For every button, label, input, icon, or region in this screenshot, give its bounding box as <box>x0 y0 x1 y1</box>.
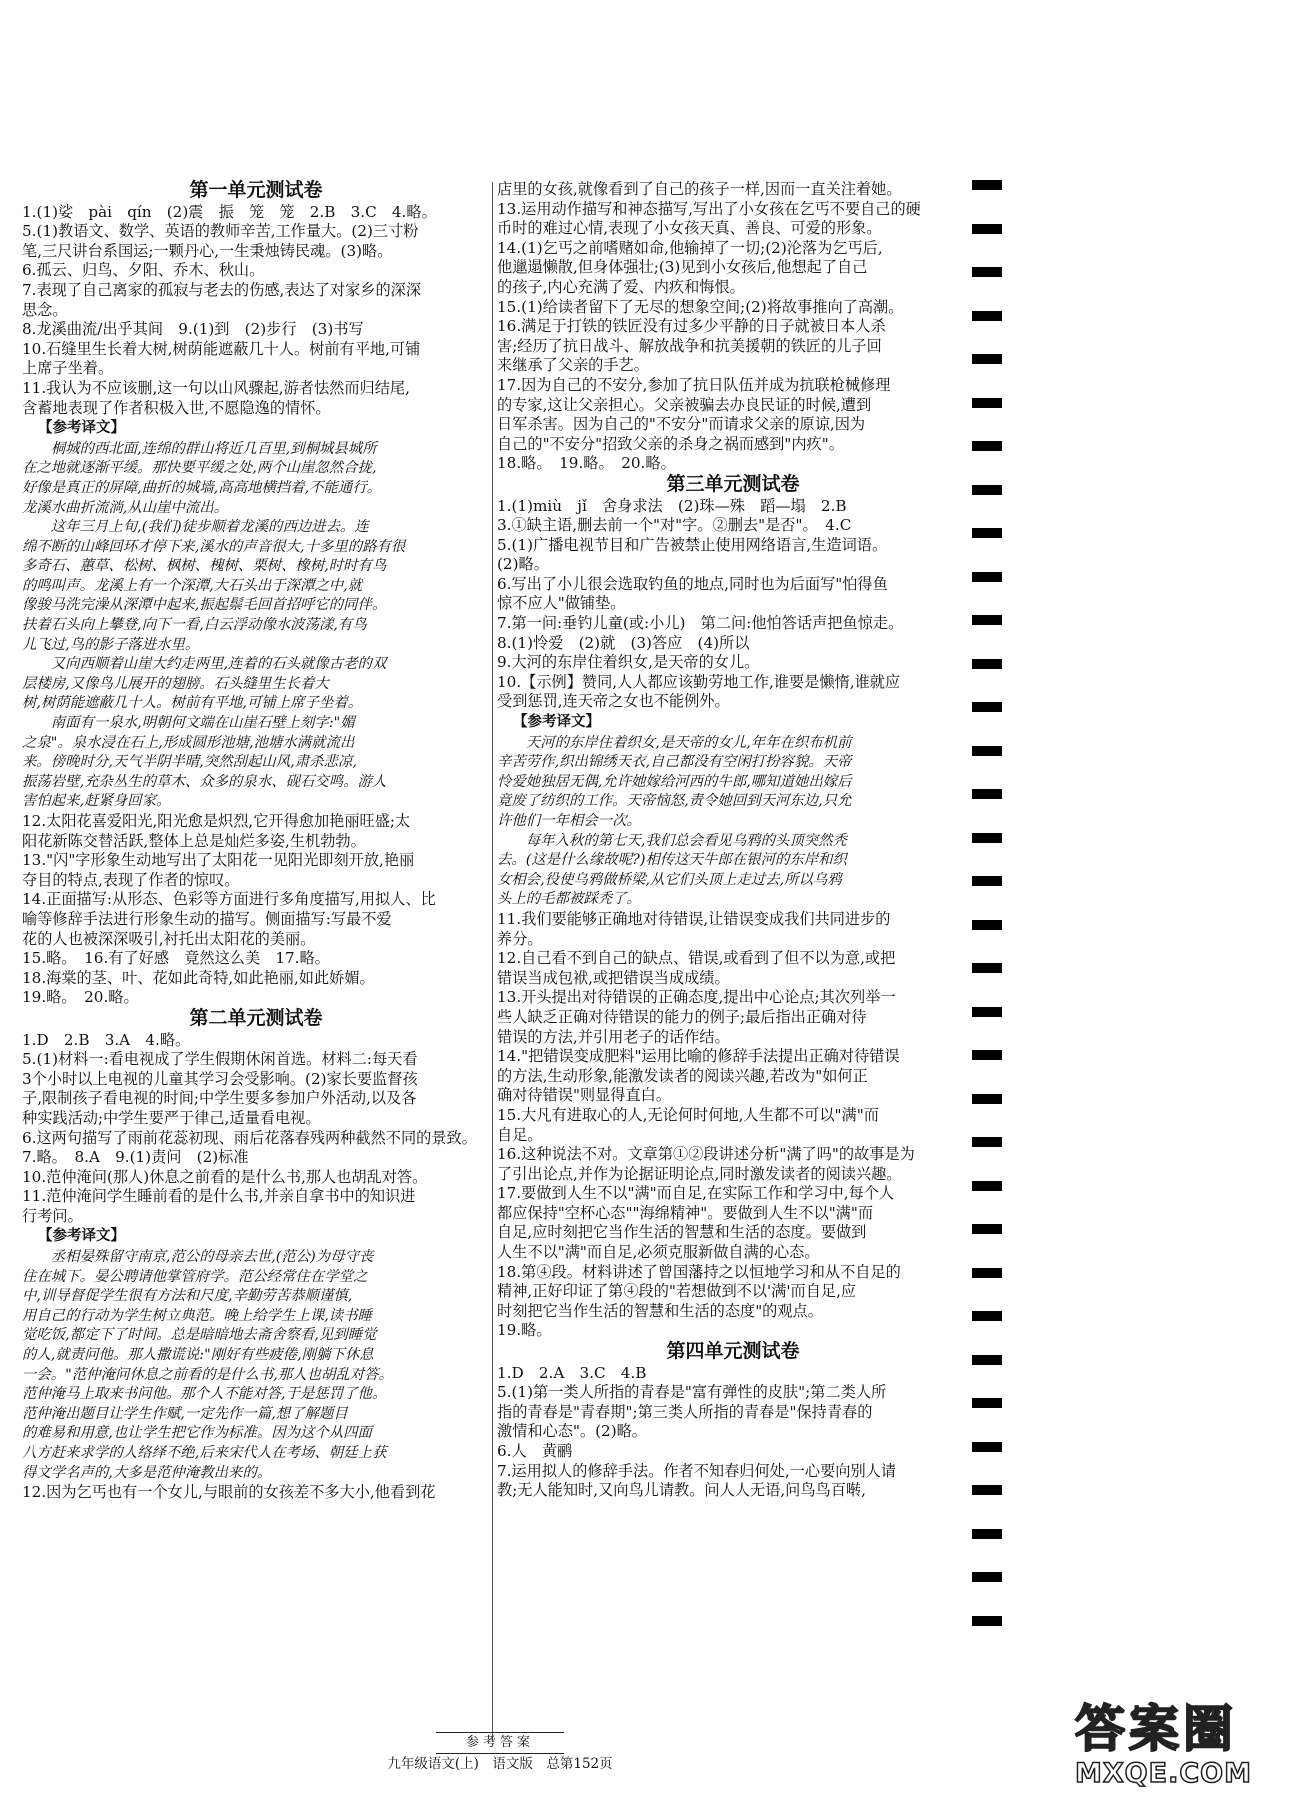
answer-line: 子,限制孩子看电视的时间;中学生要多参加户外活动,以及各 <box>22 1089 417 1108</box>
answer-line: 了引出论点,并作为论据证明论点,同时激发读者的阅读兴趣。 <box>497 1164 902 1183</box>
answer-line: 15.大凡有进取心的人,无论何时何地,人生都不可以"满"而 <box>497 1105 879 1124</box>
answer-line: 错误的方法,并引用老子的话作结。 <box>497 1027 730 1046</box>
answer-line: 6.人 黄鹂 <box>497 1442 573 1460</box>
edge-mark <box>972 1181 1002 1191</box>
answer-line: 5.(1)第一类人所指的青春是"富有弹性的皮肤";第二类人所 <box>497 1383 887 1402</box>
translation-line: 住在城下。晏公聘请他掌管府学。范公经常住在学堂之 <box>22 1268 368 1285</box>
translation-line: 树,树荫能遮蔽几十人。树前有平地,可铺上席子坐着。 <box>22 695 363 712</box>
answer-line: 喻等修辞手法进行形象生动的描写。侧面描写:写最不爱 <box>22 909 392 928</box>
answer-line: 6.这两句描写了雨前花蕊初现、雨后花落春残两种截然不同的景致。 <box>22 1128 477 1147</box>
answer-line: 自足,应时刻把它当作生活的智慧和生活的态度。要做到 <box>497 1223 867 1242</box>
edge-mark <box>972 1268 1002 1278</box>
answer-line: 11.我认为不应该删,这一句以山风骤起,游者怯然而归结尾, <box>22 378 410 397</box>
translation-line: 多奇石、蕙草、松树、枫树、槐树、栗树、橡树,时时有鸟 <box>22 558 387 575</box>
answer-line: 9.大河的东岸住着织女,是天帝的女儿。 <box>497 653 760 672</box>
translation-line: 女相会,役使乌鸦做桥梁,从它们头顶上走过去,所以乌鸦 <box>497 871 842 888</box>
edge-mark <box>972 398 1002 408</box>
answer-line: 17.因为自己的不安分,参加了抗日队伍并成为抗联枪械修理 <box>497 375 891 394</box>
edge-marks <box>972 180 1008 1660</box>
translation-line: 来。傍晚时分,天气半阴半晴,突然刮起山风,肃杀悲凉, <box>22 754 357 771</box>
section-title: 第四单元测试卷 <box>666 1340 800 1363</box>
watermark-bottom: MXQE.COM <box>1075 1758 1252 1789</box>
translation-line: 之泉"。泉水浸在石上,形成圆形池塘,池塘水满就流出 <box>22 734 355 751</box>
answer-line: 激情和心态"。(2)略。 <box>497 1422 647 1441</box>
reference-translation-label: 【参考译文】 <box>513 714 600 731</box>
edge-mark <box>972 1355 1002 1365</box>
answer-line: 时刻把它当作生活的智慧和生活的态度"的观点。 <box>497 1301 823 1320</box>
answer-line: 精神,正好印证了第④段的"若想做到不以'满'而自足,应 <box>497 1282 857 1301</box>
answer-line: 17.要做到人生不以"满"而自足,在实际工作和学习中,每个人 <box>497 1184 895 1203</box>
edge-mark <box>972 224 1002 234</box>
page-footer <box>300 1732 700 1774</box>
translation-line: 扶着石头向上攀登,向下一看,白云浮动像水波荡漾,有鸟 <box>22 617 367 634</box>
answer-line: 些人缺乏正确对待错误的能力的例子;最后指出正确对待 <box>497 1007 867 1026</box>
answer-line: 18.略。 19.略。 20.略。 <box>497 454 676 473</box>
translation-line: 儿飞过,鸟的影子落进水里。 <box>22 636 200 653</box>
edge-mark <box>972 876 1002 886</box>
edge-mark <box>972 1007 1002 1017</box>
edge-mark <box>972 963 1002 973</box>
answer-line: 店里的女孩,就像看到了自己的孩子一样,因而一直关注着她。 <box>497 180 902 198</box>
answer-line: 3.①缺主语,删去前一个"对"字。②删去"是否"。 4.C <box>497 516 852 535</box>
answer-line: 1.D 2.A 3.C 4.B <box>497 1363 647 1382</box>
translation-line: 竟废了纺织的工作。天帝恼怒,责令她回到天河东边,只允 <box>497 793 852 810</box>
translation-line: 好像是真正的屏障,曲折的城墙,高高地横挡着,不能通行。 <box>22 479 382 496</box>
edge-mark <box>972 1094 1002 1104</box>
edge-mark <box>972 311 1002 321</box>
answer-line: 思念。 <box>22 300 68 319</box>
answer-line: 7.表现了自己离家的孤寂与老去的伤感,表达了对家乡的深深 <box>22 280 422 299</box>
section-title: 第三单元测试卷 <box>666 472 800 495</box>
edge-mark <box>972 789 1002 799</box>
translation-line: 的难易和用意,也让学生把它作为标准。因为这个从四面 <box>22 1425 372 1442</box>
answer-line: 14.正面描写:从形态、色彩等方面进行多角度描写,用拟人、比 <box>22 890 436 909</box>
edge-mark <box>972 1050 1002 1060</box>
answer-line: 10.石缝里生长着大树,树荫能遮蔽几十人。树前有平地,可铺 <box>22 339 421 358</box>
answer-line: 5.(1)材料一:看电视成了学生假期休闲首选。材料二:每天看 <box>22 1050 418 1069</box>
answer-line: 19.略。 20.略。 <box>22 988 139 1007</box>
answer-line: 5.(1)广播电视节目和广告被禁止使用网络语言,生造词语。 <box>497 535 888 554</box>
answer-line: 惊不应人"做铺垫。 <box>497 594 626 613</box>
answer-line: 种实践活动;中学生要严于律己,适量看电视。 <box>22 1108 321 1127</box>
answer-line: 错误当成包袱,或把错误当成成绩。 <box>497 968 730 987</box>
edge-mark <box>972 833 1002 843</box>
edge-mark <box>972 1616 1002 1626</box>
answer-line: 12.因为乞丐也有一个女儿,与眼前的女孩差不多大小,他看到花 <box>22 1483 436 1502</box>
edge-mark <box>972 267 1002 277</box>
edge-mark <box>972 528 1002 538</box>
answer-line: 害;经历了抗日战斗、解放战争和抗美援朝的铁匠的儿子回 <box>497 336 882 355</box>
answer-line: 自足。 <box>497 1125 543 1144</box>
edge-mark <box>972 1485 1002 1495</box>
answer-line: 都应保持"空杯心态""海绵精神"。要做到人生不以"满"而 <box>497 1203 874 1222</box>
translation-line: 八方赶来求学的人络绎不绝,后来宋代人在考场、朝廷上获 <box>22 1445 387 1461</box>
answer-line: 11.我们要能够正确地对待错误,让错误变成我们共同进步的 <box>497 909 891 928</box>
edge-mark <box>972 615 1002 625</box>
section-title: 第一单元测试卷 <box>189 179 323 201</box>
answer-line: 的孩子,内心充满了爱、内疚和悔恨。 <box>497 277 745 296</box>
edge-mark <box>972 1398 1002 1408</box>
answer-line: 12.自己看不到自己的缺点、错误,或看到了但不以为意,或把 <box>497 949 896 968</box>
answer-line: 1.(1)miù jǐ 舍身求法 (2)珠—殊 蹈—塌 2.B <box>497 496 847 515</box>
answer-line: 18.海棠的茎、叶、花如此奇特,如此艳丽,如此娇媚。 <box>22 968 375 987</box>
translation-line: 去。(这是什么缘故呢?)相传这天牛郎在银河的东岸和织 <box>497 852 847 869</box>
answer-line: 10.【示例】赞同,人人都应该勤劳地工作,谁要是懒惰,谁就应 <box>497 672 901 691</box>
translation-line: 害怕起来,赶紧身回家。 <box>22 793 171 810</box>
answer-line: 14."把错误变成肥料"运用比喻的修辞手法提出正确对待错误 <box>497 1047 900 1066</box>
answer-line: 15.(1)给读者留下了无尽的想象空间;(2)将故事推向了高潮。 <box>497 297 904 316</box>
answer-line: 日军杀害。因为自己的"不安分"而请求父亲的原谅,因为 <box>497 415 866 434</box>
watermark-logo <box>1075 1700 1265 1795</box>
translation-line: 得文学名声的,大多是范仲淹教出来的。 <box>22 1464 272 1481</box>
translation-line: 范仲淹马上取来书问他。那个人不能对答,于是惩罚了他。 <box>22 1386 387 1403</box>
answer-line: 1.D 2.B 3.A 4.略。 <box>22 1030 191 1049</box>
answer-line: 13.运用动作描写和神态描写,写出了小女孩在乞丐不要自己的硬 <box>497 199 921 218</box>
translation-line: 又向西顺着山崖大约走两里,连着的石头就像古老的双 <box>22 656 387 673</box>
translation-line: 振荡岩壁,充杂丛生的草木、众多的泉水、砚石交鸣。游人 <box>22 773 387 790</box>
answer-line: (2)略。 <box>497 555 549 574</box>
answer-line: 15.略。 16.有了好感 竟然这么美 17.略。 <box>22 949 330 968</box>
translation-line: 头上的毛都被踩秃了。 <box>497 891 641 908</box>
answer-line: 行考问。 <box>22 1206 83 1225</box>
answer-line: 指的青春是"青春期";第三类人所指的青春是"保持青春的 <box>497 1402 873 1421</box>
answer-line: 自己的"不安分"招致父亲的杀身之祸而感到"内疚"。 <box>497 434 844 453</box>
answer-line: 8.(1)怜爱 (2)就 (3)答应 (4)所以 <box>497 633 750 652</box>
reference-translation-label: 【参考译文】 <box>38 420 125 437</box>
translation-line: 这年三月上旬,(我们)徒步顺着龙溪的西边进去。连 <box>22 519 369 536</box>
edge-mark <box>972 1311 1002 1321</box>
watermark-top: 答案圈 <box>1075 1700 1237 1758</box>
answer-line: 3个小时以上电视的儿童其学习会受影响。(2)家长要监督孩 <box>22 1069 418 1088</box>
edge-mark <box>972 920 1002 930</box>
translation-line: 觉吃饭,都定下了时间。总是暗暗地去斋舍察看,见到睡觉 <box>22 1327 377 1344</box>
footer-info: 九年级语文(上) 语文版 总第152页 <box>387 1756 613 1772</box>
translation-line: 怜爱她独居无偶,允许她嫁给河西的牛郎,哪知道她出嫁后 <box>497 773 852 790</box>
translation-line: 龙溪水曲折流淌,从山崖中流出。 <box>22 499 229 516</box>
translation-line: 每年入秋的第七天,我们总会看见乌鸦的头顶突然秃 <box>497 832 847 849</box>
answer-line: 13.开头提出对待错误的正确态度,提出中心论点;其次列举一 <box>497 988 896 1007</box>
translation-line: 丞相晏殊留守南京,范公的母亲去世,(范公)为母守丧 <box>22 1249 374 1266</box>
translation-line: 绵不断的山峰回环才停下来,溪水的声音很大,十多里的路有很 <box>22 538 406 555</box>
edge-mark <box>972 354 1002 364</box>
answer-line: 19.略。 <box>497 1321 552 1340</box>
answer-line: 7.略。 8.A 9.(1)责问 (2)标准 <box>22 1148 249 1167</box>
answer-line: 的专家,这让父亲担心。父亲被骗去办良民证的时候,遭到 <box>497 395 872 414</box>
answer-line: 1.(1)娑 pài qín (2)震 振 笼 笼 2.B 3.C 4.略。 <box>22 202 437 221</box>
answer-line: 确对待错误"则显得直白。 <box>497 1086 672 1105</box>
answer-line: 16.满足于打铁的铁匠没有过多少平静的日子就被日本人杀 <box>497 317 886 336</box>
column-divider <box>492 182 493 1742</box>
translation-line: 辛苦劳作,织出锦绣天衣,自己都没有空闲打扮容貌。天帝 <box>497 754 852 771</box>
answer-line: 含蓄地表现了作者积极入世,不愿隐逸的情怀。 <box>22 398 331 417</box>
reference-translation-label: 【参考译文】 <box>38 1228 125 1245</box>
edge-mark <box>972 1224 1002 1234</box>
translation-line: 中,训导督促学生很有方法和尺度,辛勤劳苦恭顺谨慎, <box>22 1288 353 1305</box>
translation-line: 的鸣叫声。龙溪上有一个深潭,大石头出于深潭之中,就 <box>22 577 363 594</box>
answer-line: 10.范仲淹问(那人)休息之前看的是什么书,那人也胡乱对答。 <box>22 1167 428 1186</box>
answer-line: 7.运用拟人的修辞手法。作者不知春归何处,一心要向别人请 <box>497 1461 897 1480</box>
answer-line: 6.写出了小儿很会选取钓鱼的地点,同时也为后面写"怕得鱼 <box>497 574 888 593</box>
answer-line: 的方法,生动形象,能激发读者的阅读兴趣,若改为"如何正 <box>497 1066 868 1085</box>
answer-line: 8.龙溪曲流/出乎其间 9.(1)到 (2)步行 (3)书写 <box>22 320 364 339</box>
footer-reference: 参考答案 <box>436 1732 564 1754</box>
answer-line: 6.孤云、归鸟、夕阳、乔木、秋山。 <box>22 261 265 280</box>
answer-line: 笔,三尺讲台系国运;一颗丹心,一生秉烛铸民魂。(3)略。 <box>22 241 393 260</box>
translation-line: 南面有一泉水,明朝何文端在山崖石壁上刻字:"媚 <box>22 715 355 732</box>
answer-line: 7.第一问:垂钓儿童(或:小儿) 第二问:他怕答话声把鱼惊走。 <box>497 614 904 633</box>
answer-line: 人生不以"满"而自足,必须克服新做自满的心态。 <box>497 1243 820 1262</box>
answer-line: 夺目的特点,表现了作者的惊叹。 <box>22 870 240 889</box>
section-title: 第二单元测试卷 <box>189 1006 323 1029</box>
edge-mark <box>972 1572 1002 1582</box>
answer-line: 11.范仲淹问学生睡前看的是什么书,并亲自拿书中的知识进 <box>22 1187 416 1206</box>
answer-line: 5.(1)教语文、数学、英语的教师辛苦,工作量大。(2)三寸粉 <box>22 222 419 241</box>
translation-line: 许他们一年相会一次。 <box>497 813 641 829</box>
answer-line: 12.太阳花喜爱阳光,阳光愈是炽烈,它开得愈加艳丽旺盛;太 <box>22 812 411 830</box>
translation-line: 一会。"范仲淹问休息之前看的是什么书,那人也胡乱对答。 <box>22 1366 393 1383</box>
translation-line: 范仲淹出题目让学生作赋,一定先作一篇,想了解题目 <box>22 1405 348 1422</box>
edge-mark <box>972 441 1002 451</box>
edge-mark <box>972 659 1002 669</box>
edge-mark <box>972 702 1002 712</box>
edge-mark <box>972 1137 1002 1147</box>
answer-line: 币时的难过心情,表现了小女孩天真、善良、可爱的形象。 <box>497 219 882 238</box>
translation-line: 的人,就责问他。那人撒谎说:"刚好有些疲倦,刚躺下休息 <box>22 1347 374 1364</box>
edge-mark <box>972 485 1002 495</box>
edge-mark <box>972 1529 1002 1539</box>
answer-line: 14.(1)乞丐之前嗜赌如命,他输掉了一切;(2)沦落为乞丐后, <box>497 238 883 257</box>
translation-line: 在之地就逐渐平缓。那快要平缓之处,两个山崖忽然合拢, <box>22 460 377 477</box>
answer-line: 来继承了父亲的手艺。 <box>497 356 649 375</box>
answer-line: 阳花新陈交替活跃,整体上总是灿烂多姿,生机勃勃。 <box>22 831 366 850</box>
edge-mark <box>972 1442 1002 1452</box>
answer-line: 教;无人能知时,又向鸟儿请教。问人人无语,问鸟鸟百啭, <box>497 1481 866 1500</box>
answer-line: 花的人也被深深吸引,衬托出太阳花的美丽。 <box>22 929 316 948</box>
answer-line: 受到惩罚,连天帝之女也不能例外。 <box>497 692 730 711</box>
answer-line: 16.这种说法不对。文章第①②段讲述分析"满了吗"的故事是为 <box>497 1145 915 1164</box>
translation-line: 像骏马洗完澡从深潭中起来,振起鬃毛回首招呼它的同伴。 <box>22 597 387 614</box>
left-column <box>22 180 490 1503</box>
answer-line: 上席子坐着。 <box>22 359 114 378</box>
edge-mark <box>972 180 1002 190</box>
right-column <box>497 180 969 1501</box>
translation-line: 用自己的行动为学生树立典范。晚上给学生上课,读书睡 <box>22 1307 372 1324</box>
translation-line: 天河的东岸住着织女,是天帝的女儿,年年在织布机前 <box>497 734 852 751</box>
edge-mark <box>972 572 1002 582</box>
answer-line: 18.第④段。材料讲述了曾国藩持之以恒地学习和从不自足的 <box>497 1262 901 1281</box>
answer-line: 养分。 <box>497 929 543 948</box>
translation-line: 桐城的西北面,连绵的群山将近几百里,到桐城县城所 <box>22 440 377 457</box>
edge-mark <box>972 746 1002 756</box>
answer-line: 13."闪"字形象生动地写出了太阳花一见阳光即刻开放,艳丽 <box>22 851 415 870</box>
translation-line: 层楼房,又像鸟儿展开的翅膀。石头缝里生长着大 <box>22 675 329 692</box>
answer-line: 他邋遢懒散,但身体强壮;(3)见到小女孩后,他想起了自己 <box>497 258 868 277</box>
